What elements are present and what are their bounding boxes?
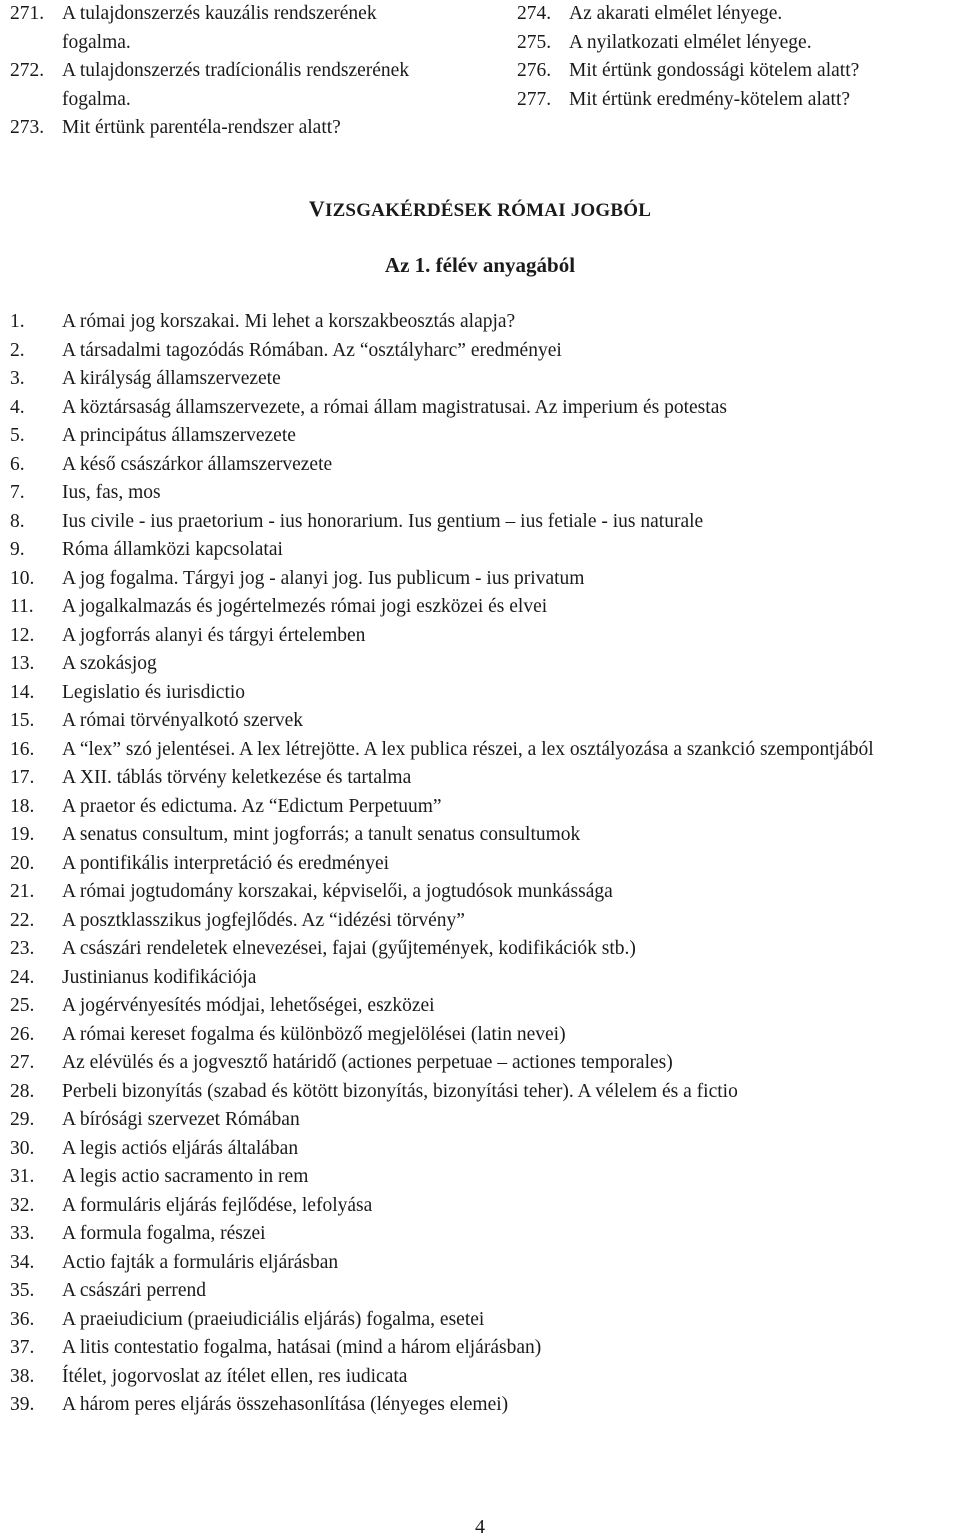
item-number: 33. [10, 1223, 35, 1244]
item-number: 15. [10, 710, 35, 731]
item-number: 32. [10, 1194, 35, 1216]
item-text: A praeiudicium (praeiudiciális eljárás) fogalma, esetei [62, 1308, 485, 1330]
item-text: A tulajdonszerzés tradícionális rendszerének fogalma. [62, 60, 410, 110]
item-text: A római kereset fogalma és különböző megjelölései (latin nevei) [62, 1023, 566, 1045]
item-text: A formula fogalma, részei [62, 1223, 266, 1244]
item-text: A “lex” szó jelentései. A lex létrejötte. A lex publica részei, a lex osztályozása a szankció szempontjából [62, 738, 874, 760]
exam-question-item [10, 1021, 958, 1050]
item-text: A császári rendeletek elnevezései, fajai (gyűjtemények, kodifikációk stb.) [62, 938, 636, 959]
exam-question-item [10, 878, 958, 907]
exam-question-item [10, 394, 958, 423]
previous-question-item [10, 114, 430, 143]
item-number: 22. [10, 909, 35, 931]
item-number: 12. [10, 624, 35, 646]
item-number: 10. [10, 567, 35, 589]
item-text: A köztársaság államszervezete, a római állam magistratusai. Az imperium és potestas [62, 396, 727, 418]
previous-question-item [10, 0, 430, 57]
exam-question-item [10, 736, 958, 765]
item-number: 35. [10, 1280, 35, 1301]
item-number: 38. [10, 1365, 35, 1387]
exam-question-item [10, 1363, 958, 1392]
item-text: A bírósági szervezet Rómában [62, 1109, 300, 1130]
item-number: 17. [10, 767, 35, 788]
item-number: 271. [10, 3, 45, 24]
exam-question-item [10, 451, 958, 480]
exam-question-item [10, 650, 958, 679]
item-number: 6. [10, 453, 25, 475]
exam-question-item [10, 764, 958, 793]
exam-question-item [10, 1049, 958, 1078]
exam-question-item [10, 1334, 958, 1363]
item-text: A principátus államszervezete [62, 425, 296, 446]
item-number: 272. [10, 60, 45, 81]
item-text: A késő császárkor államszervezete [62, 453, 333, 475]
item-number: 18. [10, 795, 35, 817]
item-number: 24. [10, 966, 35, 988]
item-text: A pontifikális interpretáció és eredményei [62, 852, 390, 874]
item-text: A jogforrás alanyi és tárgyi értelemben [62, 624, 366, 646]
exam-question-item [10, 992, 958, 1021]
item-text: Az akarati elmélet lényege. [569, 3, 783, 24]
document-subtitle: Az 1. félév anyagából [384, 253, 576, 277]
item-text: A litis contestatio fogalma, hatásai (mind a három eljárásban) [62, 1337, 542, 1358]
exam-question-item [10, 565, 958, 594]
item-number: 25. [10, 995, 35, 1016]
item-number: 9. [10, 539, 25, 560]
item-number: 28. [10, 1080, 35, 1102]
exam-question-item [10, 593, 958, 622]
item-text: A XII. táblás törvény keletkezése és tartalma [62, 767, 412, 788]
item-text: A három peres eljárás összehasonlítása (lényeges elemei) [62, 1394, 509, 1415]
previous-questions-left-column [10, 0, 430, 143]
item-number: 11. [10, 596, 34, 617]
exam-question-item [10, 1391, 958, 1420]
exam-question-item [10, 1163, 958, 1192]
item-number: 21. [10, 881, 35, 902]
item-text: A legis actiós eljárás általában [62, 1137, 299, 1159]
item-number: 2. [10, 339, 25, 361]
exam-question-list [10, 308, 958, 1420]
item-number: 275. [517, 31, 552, 53]
item-number: 23. [10, 938, 35, 959]
item-text: A császári perrend [62, 1280, 207, 1301]
item-text: A formuláris eljárás fejlődése, lefolyása [62, 1194, 373, 1216]
item-number: 36. [10, 1308, 35, 1330]
item-number: 5. [10, 425, 25, 446]
previous-question-item [517, 0, 957, 29]
exam-question-item [10, 1220, 958, 1249]
exam-question-item [10, 679, 958, 708]
exam-question-item [10, 365, 958, 394]
exam-question-item [10, 850, 958, 879]
exam-question-item [10, 337, 958, 366]
exam-question-item [10, 964, 958, 993]
item-number: 19. [10, 824, 35, 845]
exam-question-item [10, 821, 958, 850]
exam-question-item [10, 707, 958, 736]
document-title [0, 196, 960, 222]
item-number: 3. [10, 368, 25, 389]
exam-question-item [10, 1078, 958, 1107]
item-text: A tulajdonszerzés kauzális rendszerének fogalma. [62, 3, 377, 53]
previous-question-item [517, 57, 957, 86]
item-text: A nyilatkozati elmélet lényege. [569, 31, 812, 53]
exam-question-item [10, 508, 958, 537]
item-number: 8. [10, 510, 25, 532]
item-text: A szokásjog [62, 653, 157, 674]
item-text: Ius, fas, mos [62, 482, 161, 503]
item-number: 27. [10, 1052, 35, 1073]
previous-questions-right-column [517, 0, 957, 114]
item-text: Az elévülés és a jogvesztő határidő (actiones perpetuae – actiones temporales) [62, 1052, 673, 1073]
item-text: Róma államközi kapcsolatai [62, 539, 283, 560]
item-number: 1. [10, 311, 25, 332]
item-text: Actio fajták a formuláris eljárásban [62, 1251, 339, 1273]
item-text: Mit értünk eredmény-kötelem alatt? [569, 88, 851, 110]
item-text: A jog fogalma. Tárgyi jog - alanyi jog. Ius publicum - ius privatum [62, 567, 585, 589]
exam-question-item [10, 479, 958, 508]
exam-question-item [10, 935, 958, 964]
item-text: A királyság államszervezete [62, 368, 281, 389]
exam-question-item [10, 422, 958, 451]
item-text: A posztklasszikus jogfejlődés. Az “idézési törvény” [62, 909, 465, 931]
item-number: 13. [10, 653, 35, 674]
item-text: Ius civile - ius praetorium - ius honorarium. Ius gentium – ius fetiale - ius naturale [62, 510, 704, 532]
exam-question-item [10, 308, 958, 337]
item-number: 29. [10, 1109, 35, 1130]
exam-question-item [10, 793, 958, 822]
title-rest: IZSGAKÉRDÉSEK RÓMAI JOGBÓL [324, 200, 652, 221]
previous-question-item [10, 57, 430, 114]
exam-question-item [10, 1135, 958, 1164]
exam-question-item [10, 907, 958, 936]
item-text: Ítélet, jogorvoslat az ítélet ellen, res iudicata [62, 1365, 408, 1387]
item-number: 273. [10, 117, 45, 138]
item-number: 26. [10, 1023, 35, 1045]
item-text: A legis actio sacramento in rem [62, 1166, 309, 1187]
item-number: 20. [10, 852, 35, 874]
item-text: A társadalmi tagozódás Rómában. Az “osztályharc” eredményei [62, 339, 562, 361]
exam-question-item [10, 1106, 958, 1135]
item-text: A senatus consultum, mint jogforrás; a tanult senatus consultumok [62, 824, 581, 845]
item-number: 31. [10, 1166, 35, 1187]
item-text: A praetor és edictuma. Az “Edictum Perpetuum” [62, 795, 442, 817]
item-text: Mit értünk parentéla-rendszer alatt? [62, 117, 341, 138]
item-number: 277. [517, 88, 552, 110]
item-text: Legislatio és iurisdictio [62, 681, 246, 703]
item-number: 16. [10, 738, 35, 760]
item-text: A jogalkalmazás és jogértelmezés római jogi eszközei és elvei [62, 596, 548, 617]
previous-questions-section [0, 0, 960, 150]
item-number: 4. [10, 396, 25, 418]
exam-question-item [10, 536, 958, 565]
item-number: 274. [517, 3, 552, 24]
exam-question-item [10, 1277, 958, 1306]
item-number: 7. [10, 482, 25, 503]
item-text: A jogérvényesítés módjai, lehetőségei, eszközei [62, 995, 435, 1016]
item-number: 34. [10, 1251, 35, 1273]
exam-question-item [10, 1306, 958, 1335]
item-number: 37. [10, 1337, 35, 1358]
item-text: A római jogtudomány korszakai, képviselői, a jogtudósok munkássága [62, 881, 613, 902]
item-text: Perbeli bizonyítás (szabad és kötött bizonyítás, bizonyítási teher). A vélelem és a fictio [62, 1080, 738, 1102]
exam-question-item [10, 622, 958, 651]
exam-question-item [10, 1249, 958, 1278]
previous-question-item [517, 29, 957, 58]
item-text: A római törvényalkotó szervek [62, 710, 303, 731]
title-initial: V [308, 196, 325, 221]
item-number: 276. [517, 60, 552, 81]
item-text: A római jog korszakai. Mi lehet a korszakbeosztás alapja? [62, 311, 516, 332]
item-text: Justinianus kodifikációja [62, 966, 257, 988]
item-number: 14. [10, 681, 35, 703]
page-number: 4 [475, 1516, 485, 1538]
item-text: Mit értünk gondossági kötelem alatt? [569, 60, 860, 81]
previous-question-item [517, 86, 957, 115]
exam-question-item [10, 1192, 958, 1221]
item-number: 39. [10, 1394, 35, 1415]
item-number: 30. [10, 1137, 35, 1159]
